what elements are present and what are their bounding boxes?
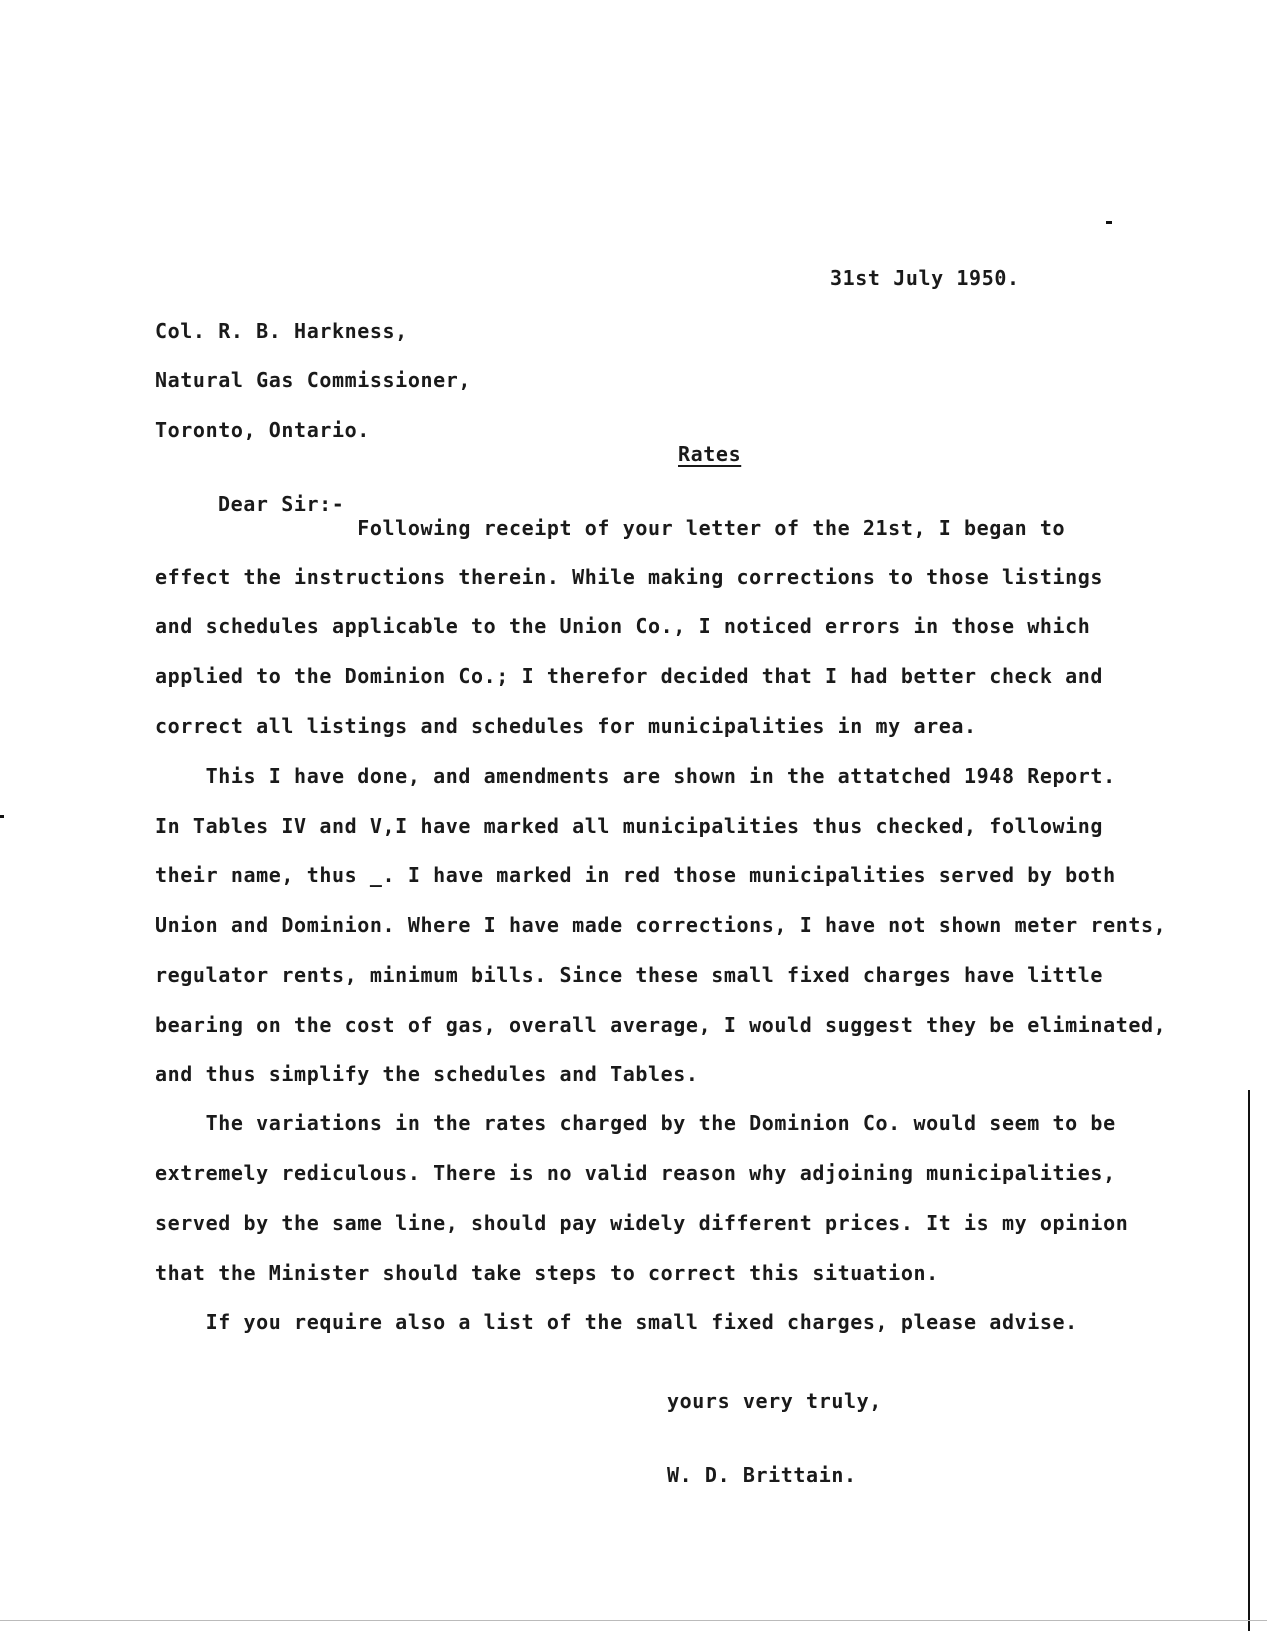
body-line: Union and Dominion. Where I have made corrections, I have not shown meter rents, [155, 913, 1167, 937]
body-line: This I have done, and amendments are shown in the attatched 1948 Report. [155, 764, 1116, 788]
page-edge-bottom [0, 1620, 1267, 1621]
recipient-location: Toronto, Ontario. [155, 418, 370, 442]
scan-speck [1106, 221, 1112, 224]
body-line: regulator rents, minimum bills. Since these small fixed charges have little [155, 963, 1104, 987]
body-line: that the Minister should take steps to correct this situation. [155, 1261, 939, 1285]
letter-signature: W. D. Brittain. [667, 1463, 857, 1487]
letter-closing: yours very truly, [667, 1389, 882, 1413]
body-line: and thus simplify the schedules and Tables. [155, 1062, 699, 1086]
letter-subject: Rates [678, 442, 742, 466]
salutation: Dear Sir:- [218, 492, 345, 516]
body-line: extremely rediculous. There is no valid reason why adjoining municipalities, [155, 1161, 1116, 1185]
body-line: correct all listings and schedules for municipalities in my area. [155, 714, 977, 738]
letter-date: 31st July 1950. [830, 266, 1020, 290]
body-line: applied to the Dominion Co.; I therefor decided that I had better check and [155, 664, 1104, 688]
scan-speck [0, 815, 4, 818]
recipient-name: Col. R. B. Harkness, [155, 319, 408, 343]
body-line: Following receipt of your letter of the 21st, I began to [155, 516, 1066, 540]
page-edge-right [1248, 1090, 1250, 1631]
body-line: If you require also a list of the small fixed charges, please advise. [155, 1310, 1078, 1334]
body-line: The variations in the rates charged by the Dominion Co. would seem to be [155, 1111, 1116, 1135]
body-line: In Tables IV and V,I have marked all municipalities thus checked, following [155, 814, 1104, 838]
body-line: and schedules applicable to the Union Co., I noticed errors in those which [155, 614, 1091, 638]
body-line: bearing on the cost of gas, overall average, I would suggest they be eliminated, [155, 1013, 1167, 1037]
recipient-title: Natural Gas Commissioner, [155, 368, 472, 392]
body-line: their name, thus _. I have marked in red those municipalities served by both [155, 863, 1116, 887]
body-line: served by the same line, should pay widely different prices. It is my opinion [155, 1211, 1129, 1235]
body-line: effect the instructions therein. While making corrections to those listings [155, 565, 1104, 589]
